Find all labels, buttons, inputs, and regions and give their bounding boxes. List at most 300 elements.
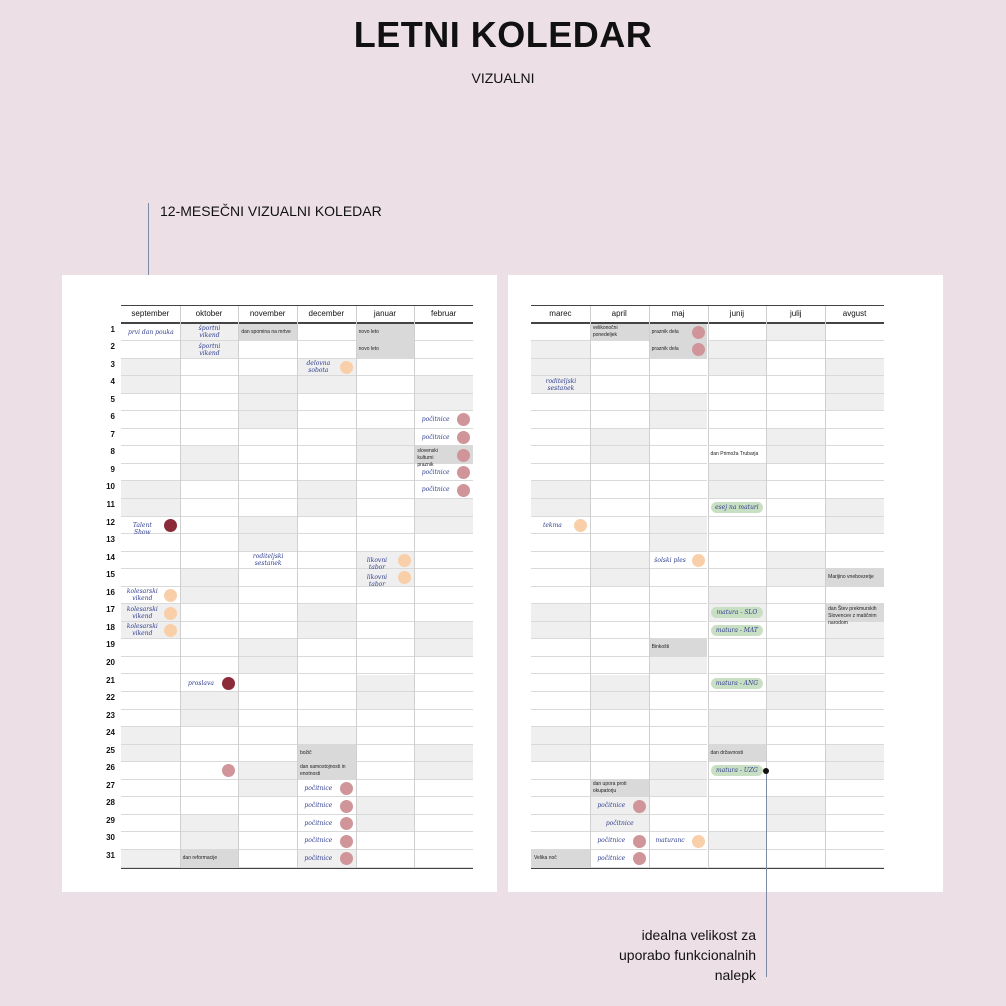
day-cell[interactable] — [238, 499, 297, 517]
day-cell[interactable] — [708, 394, 767, 412]
day-cell[interactable] — [649, 780, 708, 798]
day-cell[interactable] — [356, 446, 415, 464]
day-cell[interactable] — [766, 657, 825, 675]
day-cell[interactable] — [708, 710, 767, 728]
day-cell[interactable] — [121, 692, 180, 710]
day-cell[interactable] — [414, 745, 473, 763]
day-cell[interactable] — [414, 692, 473, 710]
day-cell[interactable] — [356, 745, 415, 763]
sticker-dot[interactable] — [340, 800, 353, 813]
day-cell[interactable] — [414, 832, 473, 850]
day-cell[interactable] — [531, 359, 590, 377]
day-cell[interactable] — [121, 657, 180, 675]
day-cell[interactable] — [649, 499, 708, 517]
day-cell[interactable] — [414, 324, 473, 342]
day-cell[interactable] — [121, 429, 180, 447]
day-cell[interactable] — [121, 499, 180, 517]
day-cell[interactable] — [825, 797, 884, 815]
day-cell[interactable] — [356, 832, 415, 850]
day-cell[interactable] — [531, 446, 590, 464]
day-cell[interactable] — [531, 587, 590, 605]
day-cell[interactable] — [297, 622, 356, 640]
day-cell[interactable] — [590, 517, 649, 535]
day-cell[interactable] — [708, 534, 767, 552]
day-cell[interactable] — [238, 359, 297, 377]
day-cell[interactable] — [238, 481, 297, 499]
day-cell[interactable] — [766, 675, 825, 693]
day-cell[interactable] — [649, 727, 708, 745]
day-cell[interactable] — [649, 710, 708, 728]
day-cell[interactable] — [825, 675, 884, 693]
day-cell[interactable] — [825, 710, 884, 728]
day-cell[interactable] — [414, 569, 473, 587]
day-cell[interactable] — [766, 324, 825, 342]
day-cell[interactable] — [238, 710, 297, 728]
day-cell[interactable] — [297, 604, 356, 622]
day-cell[interactable] — [180, 780, 239, 798]
day-cell[interactable] — [708, 429, 767, 447]
day-cell[interactable] — [414, 604, 473, 622]
day-cell[interactable] — [531, 727, 590, 745]
day-cell[interactable] — [766, 446, 825, 464]
day-cell[interactable] — [708, 359, 767, 377]
day-cell[interactable] — [590, 411, 649, 429]
day-cell[interactable] — [590, 622, 649, 640]
day-cell[interactable] — [766, 499, 825, 517]
day-cell[interactable] — [297, 639, 356, 657]
day-cell[interactable] — [825, 552, 884, 570]
day-cell[interactable] — [121, 675, 180, 693]
day-cell[interactable] — [825, 341, 884, 359]
day-cell[interactable] — [121, 569, 180, 587]
day-cell[interactable] — [121, 745, 180, 763]
day-cell[interactable] — [825, 376, 884, 394]
day-cell[interactable] — [649, 762, 708, 780]
day-cell[interactable] — [531, 499, 590, 517]
day-cell[interactable] — [825, 481, 884, 499]
day-cell[interactable] — [531, 657, 590, 675]
day-cell[interactable] — [590, 657, 649, 675]
day-cell[interactable] — [121, 446, 180, 464]
day-cell[interactable] — [356, 692, 415, 710]
sticker-dot[interactable] — [164, 607, 177, 620]
sticker-dot[interactable] — [457, 466, 470, 479]
day-cell[interactable] — [356, 780, 415, 798]
day-cell[interactable] — [531, 429, 590, 447]
day-cell[interactable] — [590, 569, 649, 587]
day-cell[interactable] — [238, 692, 297, 710]
day-cell[interactable] — [414, 622, 473, 640]
day-cell[interactable] — [356, 464, 415, 482]
day-cell[interactable] — [825, 446, 884, 464]
day-cell[interactable] — [180, 429, 239, 447]
day-cell[interactable] — [590, 639, 649, 657]
day-cell[interactable] — [356, 394, 415, 412]
day-cell[interactable] — [531, 481, 590, 499]
day-cell[interactable] — [297, 552, 356, 570]
day-cell[interactable] — [766, 604, 825, 622]
day-cell[interactable] — [590, 710, 649, 728]
day-cell[interactable] — [180, 464, 239, 482]
day-cell[interactable] — [766, 692, 825, 710]
day-cell[interactable] — [590, 481, 649, 499]
day-cell[interactable] — [708, 692, 767, 710]
day-cell[interactable] — [414, 657, 473, 675]
day-cell[interactable] — [414, 376, 473, 394]
day-cell[interactable] — [825, 499, 884, 517]
day-cell[interactable] — [766, 850, 825, 868]
day-cell[interactable] — [180, 394, 239, 412]
day-cell[interactable] — [414, 341, 473, 359]
day-cell[interactable] — [121, 815, 180, 833]
day-cell[interactable] — [708, 341, 767, 359]
day-cell[interactable] — [531, 552, 590, 570]
day-cell[interactable] — [766, 341, 825, 359]
day-cell[interactable] — [414, 517, 473, 535]
day-cell[interactable] — [531, 710, 590, 728]
day-cell[interactable] — [590, 745, 649, 763]
day-cell[interactable] — [356, 622, 415, 640]
day-cell[interactable] — [708, 569, 767, 587]
day-cell[interactable] — [180, 622, 239, 640]
day-cell[interactable] — [414, 639, 473, 657]
day-cell[interactable] — [180, 376, 239, 394]
day-cell[interactable] — [356, 534, 415, 552]
day-cell[interactable] — [238, 587, 297, 605]
day-cell[interactable] — [180, 815, 239, 833]
day-cell[interactable] — [708, 481, 767, 499]
day-cell[interactable] — [649, 534, 708, 552]
day-cell[interactable] — [766, 780, 825, 798]
day-cell[interactable] — [531, 780, 590, 798]
day-cell[interactable] — [590, 394, 649, 412]
day-cell[interactable] — [825, 780, 884, 798]
day-cell[interactable] — [766, 411, 825, 429]
day-cell[interactable] — [356, 727, 415, 745]
exam-pill[interactable]: matura - SLO — [711, 607, 764, 618]
day-cell[interactable] — [649, 517, 708, 535]
day-cell[interactable] — [708, 587, 767, 605]
day-cell[interactable] — [531, 604, 590, 622]
day-cell[interactable] — [121, 411, 180, 429]
sticker-dot[interactable] — [692, 326, 705, 339]
day-cell[interactable] — [649, 745, 708, 763]
day-cell[interactable] — [238, 604, 297, 622]
day-cell[interactable] — [825, 762, 884, 780]
day-cell[interactable] — [238, 745, 297, 763]
day-cell[interactable] — [297, 692, 356, 710]
day-cell[interactable] — [414, 394, 473, 412]
day-cell[interactable] — [649, 429, 708, 447]
day-cell[interactable] — [238, 762, 297, 780]
day-cell[interactable] — [238, 376, 297, 394]
day-cell[interactable] — [825, 359, 884, 377]
day-cell[interactable] — [356, 429, 415, 447]
day-cell[interactable] — [649, 446, 708, 464]
day-cell[interactable] — [590, 587, 649, 605]
day-cell[interactable] — [649, 587, 708, 605]
day-cell[interactable] — [180, 499, 239, 517]
day-cell[interactable] — [766, 394, 825, 412]
day-cell[interactable] — [238, 850, 297, 868]
day-cell[interactable] — [649, 481, 708, 499]
day-cell[interactable] — [297, 481, 356, 499]
sticker-dot[interactable] — [457, 484, 470, 497]
day-cell[interactable] — [531, 394, 590, 412]
day-cell[interactable] — [121, 464, 180, 482]
day-cell[interactable] — [238, 394, 297, 412]
day-cell[interactable] — [121, 762, 180, 780]
day-cell[interactable] — [180, 745, 239, 763]
day-cell[interactable] — [121, 394, 180, 412]
day-cell[interactable] — [180, 639, 239, 657]
day-cell[interactable] — [708, 780, 767, 798]
day-cell[interactable] — [356, 604, 415, 622]
sticker-dot[interactable] — [692, 343, 705, 356]
day-cell[interactable] — [531, 745, 590, 763]
sticker-dot[interactable] — [164, 519, 177, 532]
day-cell[interactable] — [356, 762, 415, 780]
day-cell[interactable] — [590, 727, 649, 745]
day-cell[interactable] — [414, 727, 473, 745]
day-cell[interactable] — [238, 657, 297, 675]
day-cell[interactable] — [414, 552, 473, 570]
day-cell[interactable] — [708, 324, 767, 342]
day-cell[interactable] — [414, 587, 473, 605]
day-cell[interactable] — [180, 727, 239, 745]
day-cell[interactable] — [766, 464, 825, 482]
day-cell[interactable] — [121, 727, 180, 745]
day-cell[interactable] — [590, 675, 649, 693]
day-cell[interactable] — [531, 797, 590, 815]
day-cell[interactable] — [297, 727, 356, 745]
sticker-dot[interactable] — [222, 677, 235, 690]
day-cell[interactable] — [297, 446, 356, 464]
day-cell[interactable] — [708, 552, 767, 570]
day-cell[interactable] — [121, 780, 180, 798]
day-cell[interactable] — [590, 499, 649, 517]
day-cell[interactable] — [297, 464, 356, 482]
day-cell[interactable] — [356, 657, 415, 675]
day-cell[interactable] — [121, 850, 180, 868]
day-cell[interactable] — [121, 639, 180, 657]
day-cell[interactable] — [297, 587, 356, 605]
exam-pill[interactable]: matura - MAT — [711, 625, 764, 636]
day-cell[interactable] — [356, 815, 415, 833]
day-cell[interactable] — [297, 324, 356, 342]
day-cell[interactable] — [356, 481, 415, 499]
day-cell[interactable] — [649, 394, 708, 412]
day-cell[interactable] — [825, 517, 884, 535]
day-cell[interactable] — [356, 797, 415, 815]
day-cell[interactable] — [825, 850, 884, 868]
day-cell[interactable] — [766, 569, 825, 587]
day-cell[interactable] — [825, 657, 884, 675]
day-cell[interactable] — [356, 675, 415, 693]
day-cell[interactable] — [590, 762, 649, 780]
day-cell[interactable] — [356, 710, 415, 728]
day-cell[interactable] — [766, 534, 825, 552]
day-cell[interactable] — [121, 481, 180, 499]
day-cell[interactable] — [766, 815, 825, 833]
day-cell[interactable] — [708, 850, 767, 868]
day-cell[interactable] — [825, 832, 884, 850]
sticker-dot[interactable] — [457, 431, 470, 444]
day-cell[interactable] — [121, 552, 180, 570]
day-cell[interactable] — [356, 517, 415, 535]
day-cell[interactable] — [590, 552, 649, 570]
day-cell[interactable] — [590, 604, 649, 622]
sticker-dot[interactable] — [340, 361, 353, 374]
day-cell[interactable] — [531, 815, 590, 833]
day-cell[interactable] — [531, 569, 590, 587]
day-cell[interactable] — [649, 376, 708, 394]
day-cell[interactable] — [238, 832, 297, 850]
sticker-dot[interactable] — [340, 782, 353, 795]
day-cell[interactable] — [649, 692, 708, 710]
day-cell[interactable] — [590, 464, 649, 482]
day-cell[interactable] — [766, 727, 825, 745]
day-cell[interactable] — [238, 569, 297, 587]
exam-pill[interactable]: matura - ANG — [711, 678, 764, 689]
day-cell[interactable] — [531, 622, 590, 640]
day-cell[interactable] — [180, 587, 239, 605]
day-cell[interactable] — [297, 569, 356, 587]
sticker-dot[interactable] — [633, 835, 646, 848]
sticker-dot[interactable] — [574, 519, 587, 532]
day-cell[interactable] — [766, 710, 825, 728]
day-cell[interactable] — [825, 639, 884, 657]
sticker-dot[interactable] — [633, 800, 646, 813]
day-cell[interactable] — [238, 464, 297, 482]
day-cell[interactable] — [414, 815, 473, 833]
day-cell[interactable] — [590, 429, 649, 447]
day-cell[interactable] — [356, 850, 415, 868]
day-cell[interactable] — [297, 675, 356, 693]
day-cell[interactable] — [766, 429, 825, 447]
day-cell[interactable] — [180, 569, 239, 587]
day-cell[interactable] — [766, 552, 825, 570]
day-cell[interactable] — [297, 657, 356, 675]
day-cell[interactable] — [238, 675, 297, 693]
day-cell[interactable] — [121, 797, 180, 815]
day-cell[interactable] — [766, 639, 825, 657]
day-cell[interactable] — [180, 552, 239, 570]
day-cell[interactable] — [238, 797, 297, 815]
day-cell[interactable] — [414, 675, 473, 693]
day-cell[interactable] — [414, 762, 473, 780]
sticker-dot[interactable] — [457, 449, 470, 462]
day-cell[interactable] — [649, 622, 708, 640]
day-cell[interactable] — [297, 341, 356, 359]
exam-pill[interactable]: matura - UZG — [711, 765, 764, 776]
day-cell[interactable] — [238, 622, 297, 640]
day-cell[interactable] — [414, 710, 473, 728]
day-cell[interactable] — [238, 411, 297, 429]
sticker-dot[interactable] — [164, 624, 177, 637]
sticker-dot[interactable] — [164, 589, 177, 602]
day-cell[interactable] — [180, 446, 239, 464]
day-cell[interactable] — [766, 745, 825, 763]
day-cell[interactable] — [649, 675, 708, 693]
day-cell[interactable] — [708, 639, 767, 657]
day-cell[interactable] — [708, 517, 767, 535]
day-cell[interactable] — [297, 517, 356, 535]
day-cell[interactable] — [590, 359, 649, 377]
day-cell[interactable] — [825, 534, 884, 552]
day-cell[interactable] — [356, 411, 415, 429]
day-cell[interactable] — [649, 815, 708, 833]
day-cell[interactable] — [297, 710, 356, 728]
day-cell[interactable] — [825, 411, 884, 429]
day-cell[interactable] — [766, 359, 825, 377]
day-cell[interactable] — [766, 762, 825, 780]
day-cell[interactable] — [180, 534, 239, 552]
day-cell[interactable] — [766, 622, 825, 640]
day-cell[interactable] — [766, 832, 825, 850]
sticker-dot[interactable] — [340, 852, 353, 865]
day-cell[interactable] — [708, 815, 767, 833]
day-cell[interactable] — [180, 657, 239, 675]
day-cell[interactable] — [180, 832, 239, 850]
sticker-dot[interactable] — [340, 835, 353, 848]
day-cell[interactable] — [649, 797, 708, 815]
day-cell[interactable] — [180, 797, 239, 815]
sticker-dot[interactable] — [633, 852, 646, 865]
day-cell[interactable] — [531, 464, 590, 482]
day-cell[interactable] — [238, 815, 297, 833]
day-cell[interactable] — [708, 727, 767, 745]
day-cell[interactable] — [238, 727, 297, 745]
day-cell[interactable] — [766, 517, 825, 535]
day-cell[interactable] — [825, 429, 884, 447]
day-cell[interactable] — [649, 464, 708, 482]
day-cell[interactable] — [708, 797, 767, 815]
day-cell[interactable] — [825, 394, 884, 412]
day-cell[interactable] — [766, 376, 825, 394]
day-cell[interactable] — [590, 446, 649, 464]
day-cell[interactable] — [708, 832, 767, 850]
day-cell[interactable] — [180, 517, 239, 535]
day-cell[interactable] — [297, 534, 356, 552]
day-cell[interactable] — [180, 604, 239, 622]
day-cell[interactable] — [825, 727, 884, 745]
day-cell[interactable] — [531, 411, 590, 429]
day-cell[interactable] — [531, 762, 590, 780]
day-cell[interactable] — [531, 832, 590, 850]
day-cell[interactable] — [297, 499, 356, 517]
day-cell[interactable] — [414, 534, 473, 552]
sticker-dot[interactable] — [340, 817, 353, 830]
day-cell[interactable] — [238, 534, 297, 552]
day-cell[interactable] — [180, 359, 239, 377]
sticker-dot[interactable] — [692, 554, 705, 567]
day-cell[interactable] — [414, 359, 473, 377]
day-cell[interactable] — [531, 341, 590, 359]
sticker-dot[interactable] — [692, 835, 705, 848]
day-cell[interactable] — [180, 710, 239, 728]
day-cell[interactable] — [238, 517, 297, 535]
day-cell[interactable] — [649, 604, 708, 622]
day-cell[interactable] — [531, 692, 590, 710]
day-cell[interactable] — [297, 394, 356, 412]
exam-pill[interactable]: esej na maturi — [711, 502, 764, 513]
day-cell[interactable] — [121, 710, 180, 728]
day-cell[interactable] — [590, 376, 649, 394]
day-cell[interactable] — [238, 446, 297, 464]
day-cell[interactable] — [414, 850, 473, 868]
day-cell[interactable] — [297, 429, 356, 447]
